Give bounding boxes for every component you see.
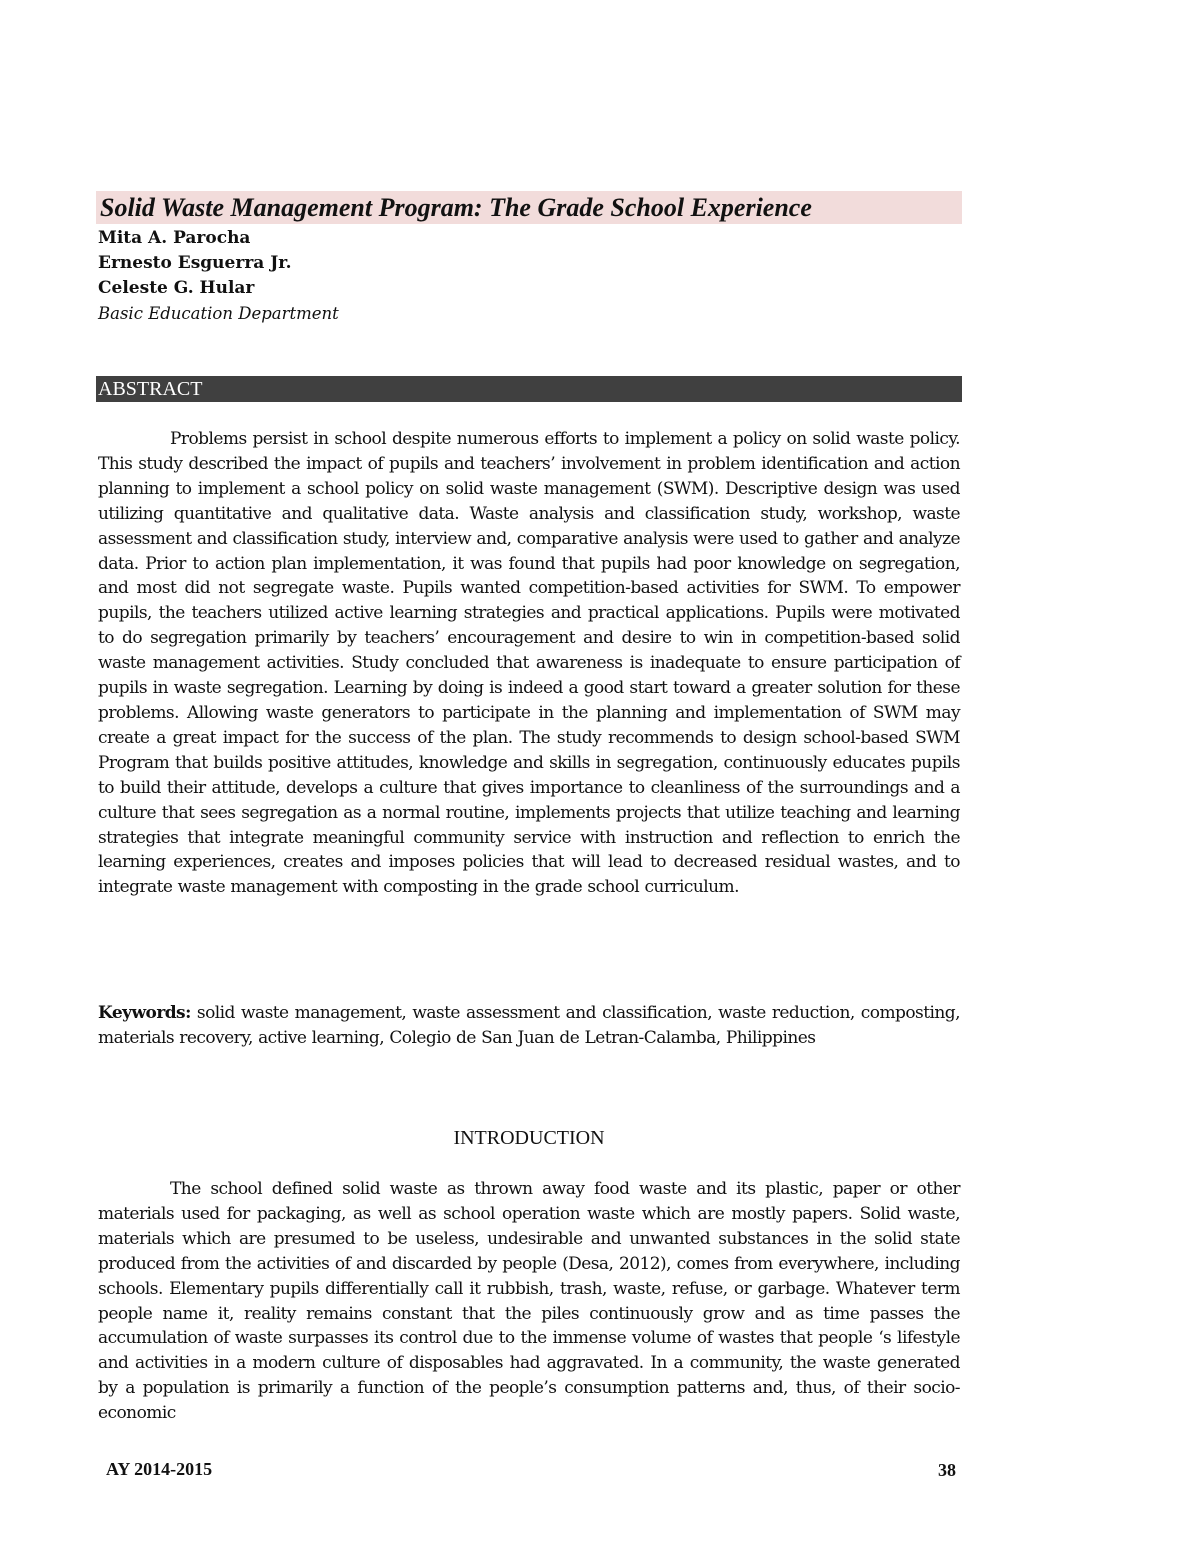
keywords-label: Keywords: xyxy=(98,1003,191,1023)
keywords-paragraph xyxy=(98,1001,960,1051)
introduction-heading: INTRODUCTION xyxy=(453,1127,605,1149)
abstract-paragraph: Problems persist in school despite numerous efforts to implement a policy on solid waste policy. This study described the impact of pupils and teachers’ involvement in problem identification and action planning to implement a school policy on solid waste management (SWM). Descriptive design was used utilizing quantitative and qualitative data. Waste analysis and classification study, workshop, waste assessment and classification study, interview and, comparative analysis were used to gather and analyze data. Prior to action plan implementation, it was found that pupils had poor knowledge on segregation, and most did not segregate waste. Pupils wanted competition-based activities for SWM. To empower pupils, the teachers utilized active learning strategies and practical applications. Pupils were motivated to do segregation primarily by teachers’ encouragement and desire to win in competition-based solid waste management activities. Study concluded that awareness is inadequate to ensure participation of pupils in waste segregation. Learning by doing is indeed a good start toward a greater solution for these problems. Allowing waste generators to participate in the planning and implementation of SWM may create a great impact for the success of the plan. The study recommends to design school-based SWM Program that builds positive attitudes, knowledge and skills in segregation, continuously educates pupils to build their attitude, develops a culture that gives importance to cleanliness of the surroundings and a culture that sees segregation as a normal routine, implements projects that utilize teaching and learning strategies that integrate meaningful community service with instruction and reflection to enrich the learning experiences, creates and imposes policies that will lead to decreased residual wastes, and to integrate waste management with composting in the grade school curriculum. xyxy=(98,429,960,898)
introduction-paragraph: The school defined solid waste as thrown away food waste and its plastic, paper or other materials used for packaging, as well as school operation waste which are mostly papers. Solid waste, materials which are presumed to be useless, undesirable and unwanted substances in the solid state produced from the activities of and discarded by people (Desa, 2012), comes from everywhere, including schools. Elementary pupils differentially call it rubbish, trash, waste, refuse, or garbage. Whatever term people name it, reality remains constant that the piles continuously grow and as time passes the accumulation of waste surpasses its control due to the immense volume of wastes that people ‘s lifestyle and activities in a modern culture of disposables had aggravated. In a community, the waste generated by a population is primarily a function of the people’s consumption patterns and, thus, of their socio-economic xyxy=(98,1179,960,1424)
page-number: 38 xyxy=(938,1460,956,1480)
paper-title: Solid Waste Management Program: The Grade School Experience xyxy=(100,193,812,222)
author-list xyxy=(98,226,292,301)
author-department: Basic Education Department xyxy=(98,304,339,323)
abstract-heading-bar xyxy=(96,376,962,402)
footer-academic-year: AY 2014-2015 xyxy=(106,1459,213,1479)
abstract-heading: ABSTRACT xyxy=(98,378,203,400)
author-name: Ernesto Esguerra Jr. xyxy=(98,253,292,273)
keywords-list: solid waste management, waste assessment and classification, waste reduction, composting, materials recovery, active learning, Colegio de San Juan de Letran-Calamba, Philippines xyxy=(98,1003,960,1048)
author-name: Celeste G. Hular xyxy=(98,278,255,298)
author-name: Mita A. Parocha xyxy=(98,228,251,248)
